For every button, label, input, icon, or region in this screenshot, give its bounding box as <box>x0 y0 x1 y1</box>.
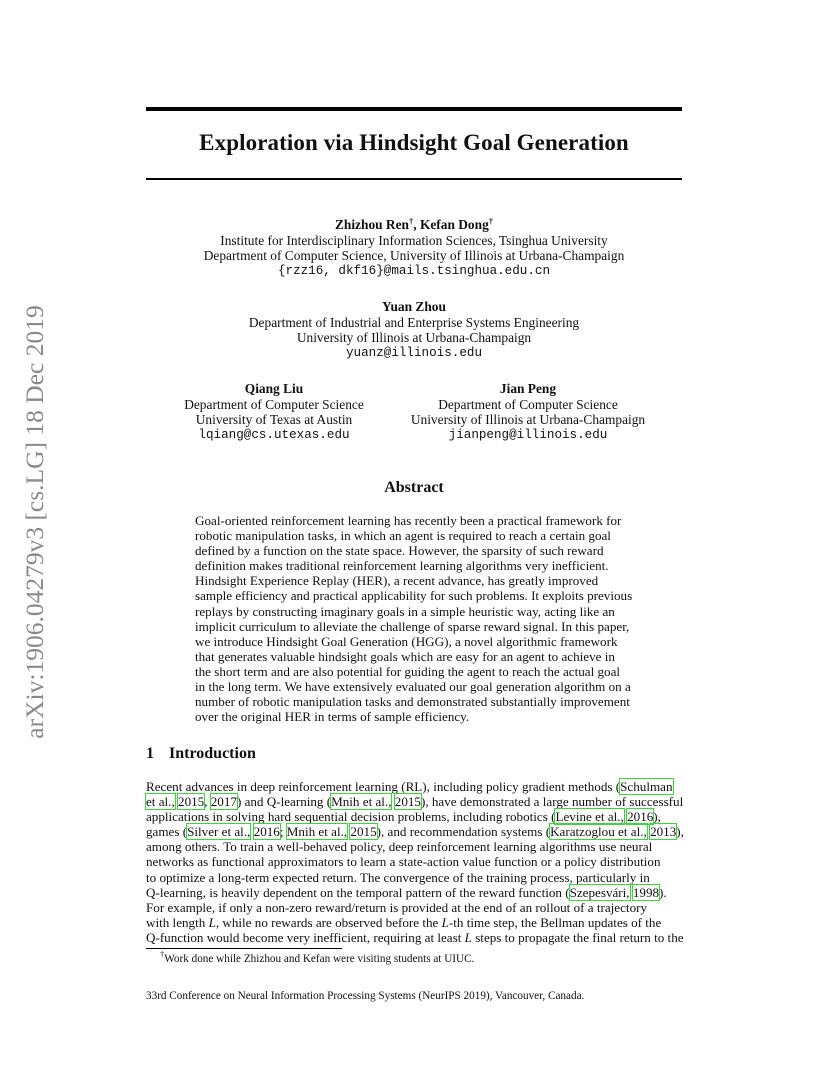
author-separator: , <box>413 217 420 232</box>
abstract-line: Hindsight Experience Replay (HER), a recent advance, has greatly improved <box>195 573 599 589</box>
affiliation: Department of Industrial and Enterprise Systems Engineering <box>248 314 580 330</box>
abstract-body <box>195 513 635 724</box>
abstract-line: sample efficiency and practical applicability for such problems. It exploits previous <box>195 588 633 604</box>
body-line <box>146 915 684 930</box>
author-name-zhou: Yuan Zhou <box>382 299 446 314</box>
citation-link-silver[interactable]: Silver et al., <box>187 824 251 840</box>
arxiv-sidebar-stamp <box>20 285 50 759</box>
affiliation: Department of Computer Science <box>438 396 618 412</box>
conference-notice: 33rd Conference on Neural Information Processing Systems (NeurIPS 2019), Vancouver, Canada. <box>146 990 585 1002</box>
author-name-peng: Jian Peng <box>499 381 557 396</box>
body-line: networks as functional approximators to learn a state-action value function or a policy distribution <box>146 854 661 870</box>
text-run: , while no rewards are observed before the <box>215 914 442 930</box>
affiliation: Institute for Interdisciplinary Information Sciences, Tsinghua University <box>220 232 608 248</box>
citation-link-karatzoglou[interactable]: Karatzoglou et al., <box>550 824 647 840</box>
body-line: to optimize a long-term expected return. The convergence of the training process, particularly in <box>146 869 650 885</box>
arxiv-identifier: arXiv:1906.04279v3 [cs.LG] 18 Dec 2019 <box>20 305 49 739</box>
abstract-line: the short term and are also potential for guiding the agent to reach the actual goal <box>195 663 621 679</box>
paper-title: Exploration via Hindsight Goal Generation <box>199 130 629 155</box>
text-run: Q-learning, is heavily dependent on the temporal pattern of the reward function ( <box>146 884 570 900</box>
text-run: Recent advances in deep reinforcement learning (RL), including policy gradient methods ( <box>146 779 621 794</box>
abstract-line: definition makes traditional reinforcement learning algorithms very inefficient. <box>195 558 609 574</box>
citation-link-szepesvari[interactable]: Szepesvári, <box>569 884 630 900</box>
affiliation: Department of Computer Science <box>184 396 364 412</box>
math-variable-L: L <box>441 914 449 930</box>
text-run: ), <box>653 809 661 825</box>
author-name-dong: Kefan Dong <box>419 217 489 232</box>
dagger-mark: † <box>488 216 494 226</box>
text-run: steps to propagate the final return to the <box>471 929 684 945</box>
text-run: Q-function would become very inefficient, requiring at least <box>146 929 465 945</box>
citation-link-szepesvari-1998[interactable]: 1998 <box>632 884 660 900</box>
author-email: jianpeng@illinois.edu <box>448 427 608 442</box>
citation-link-schulman-2015[interactable]: 2015 <box>178 794 205 810</box>
abstract-line: that generates valuable hindsight goals which are easy for an agent to achieve in <box>195 648 615 664</box>
body-line: games (Silver et al., 2016; Mnih et al., 2015), and recommendation systems (Karatzoglou et al., 2013), <box>146 824 684 840</box>
citation-link-levine[interactable]: Levine et al., <box>555 809 624 825</box>
citation-link-silver-2016[interactable]: 2016 <box>253 824 280 840</box>
body-line <box>146 930 684 945</box>
author-block-zhou <box>146 299 682 361</box>
title-top-rule <box>146 107 682 111</box>
text-run: ), <box>676 824 684 840</box>
author-name-liu: Qiang Liu <box>244 381 304 396</box>
section-title: Introduction <box>169 745 256 762</box>
citation-link-mnih-2015[interactable]: 2015 <box>394 794 421 810</box>
body-line: et al., 2015, 2017) and Q-learning (Mnih et al., 2015), have demonstrated a large number of successful <box>146 794 684 810</box>
footnote-text: Work done while Zhizhou and Kefan were visiting students at UIUC. <box>164 953 475 965</box>
author-names <box>146 217 682 233</box>
section-heading-introduction <box>146 745 256 763</box>
abstract-line: defined by a function on the state space. However, the sparsity of such reward <box>195 543 604 559</box>
body-line <box>146 885 684 900</box>
section-number: 1 <box>146 745 154 762</box>
footnote <box>160 949 475 965</box>
abstract-line: replays by constructing imaginary goals in a simple heuristic way, acting like an <box>195 603 615 619</box>
author-name-ren: Zhizhou Ren <box>334 217 409 232</box>
citation-link-mnih[interactable]: Mnih et al., <box>286 824 348 840</box>
citation-link-mnih[interactable]: Mnih et al., <box>331 794 392 810</box>
abstract-line: over the original HER in terms of sample efficiency. <box>195 709 470 725</box>
affiliation: Department of Computer Science, University of Illinois at Urbana-Champaign <box>203 248 625 264</box>
title-bottom-rule <box>146 178 682 180</box>
body-line <box>146 809 684 824</box>
body-line: For example, if only a non-zero reward/return is provided at the end of an rollout of a trajectory <box>146 899 648 915</box>
text-run: applications in solving hard sequential decision problems, including robotics ( <box>146 809 556 825</box>
dagger-mark: † <box>409 216 414 226</box>
text-run: games ( <box>146 824 188 840</box>
abstract-line: implicit curriculum to alleviate the challenge of sparse reward signal. In this paper, <box>195 618 630 634</box>
citation-link-schulman[interactable]: Schulman <box>620 779 673 794</box>
affiliation: University of Texas at Austin <box>195 412 353 428</box>
abstract-heading: Abstract <box>384 479 444 496</box>
abstract-line: Goal-oriented reinforcement learning has recently been a practical framework for <box>195 513 622 528</box>
text-run: ), have demonstrated a large number of successful <box>420 794 684 810</box>
citation-link-mnih-2015[interactable]: 2015 <box>350 824 377 840</box>
text-run: ), and recommendation systems ( <box>376 824 551 840</box>
math-variable-L: L <box>208 914 216 930</box>
text-run: ). <box>659 884 667 900</box>
abstract-line: number of robotic manipulation tasks and demonstrated substantially improvement <box>195 694 630 710</box>
abstract-line: we introduce Hindsight Goal Generation (HGG), a novel algorithmic framework <box>195 633 618 649</box>
dagger-mark: † <box>160 949 165 959</box>
abstract-line: robotic manipulation tasks, in which an agent is required to reach a certain goal <box>195 528 611 544</box>
author-block-ren-dong <box>146 217 682 279</box>
author-block-peng <box>398 381 658 443</box>
author-block-liu <box>174 381 374 443</box>
footnote-rule <box>146 948 342 949</box>
affiliation: University of Illinois at Urbana-Champaign <box>410 412 646 428</box>
citation-link-schulman-2017[interactable]: 2017 <box>210 794 237 810</box>
body-line <box>146 779 684 794</box>
text-run: with length <box>146 914 209 930</box>
author-email: lqiang@cs.utexas.edu <box>198 427 350 442</box>
text-run: ) and Q-learning ( <box>236 794 332 810</box>
text-run: -th time step, the Bellman updates of the <box>448 914 662 930</box>
body-line: among others. To train a well-behaved policy, deep reinforcement learning algorithms use neural <box>146 839 653 855</box>
math-variable-L: L <box>464 929 472 945</box>
citation-link-karatzoglou-2013[interactable]: 2013 <box>650 824 677 840</box>
introduction-body <box>146 779 684 945</box>
author-email: {rzz16, dkf16}@mails.tsinghua.edu.cn <box>277 263 551 278</box>
citation-link-schulman[interactable]: et al., <box>146 794 175 810</box>
author-email: yuanz@illinois.edu <box>345 345 483 360</box>
citation-link-levine-2016[interactable]: 2016 <box>627 809 654 825</box>
abstract-line: in the long term. We have extensively evaluated our goal generation algorithm on a <box>195 679 631 695</box>
affiliation: University of Illinois at Urbana-Champaign <box>296 330 532 346</box>
